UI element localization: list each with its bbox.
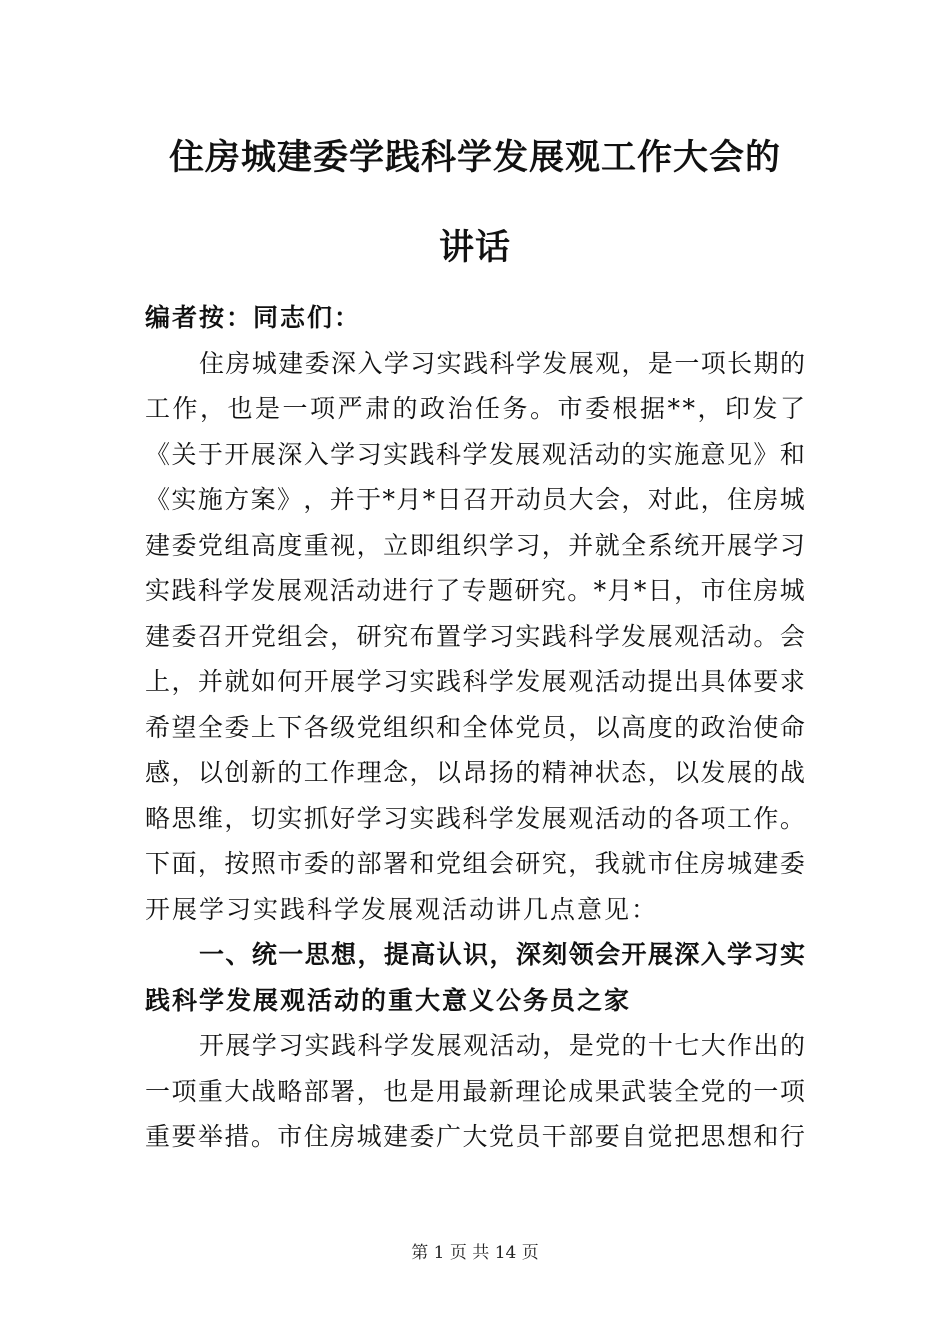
paragraph-line: 开展学习实践科学发展观活动讲几点意见： [145, 894, 659, 924]
paragraph-line: 下 面 ， 按 照 市 委 的 部 署 和 党 组 会 研 究 ， 我 就 市 住 房 城 建 委 [145, 849, 805, 878]
paragraph-line: 开 展 学 习 实 践 科 学 发 展 观 活 动 ， 是 党 的 十 七 大 作 出 的 [199, 1031, 805, 1060]
paragraph-line: 实 践 科 学 发 展 观 活 动 进 行 了 专 题 研 究 。 * 月 * 日 ， 市 住 房 城 [145, 576, 805, 605]
paragraph-line: 工 作 ， 也 是 一 项 严 肃 的 政 治 任 务 。 市 委 根 据 * * ， 印 发 了 [145, 394, 805, 423]
page-footer: 第 1 页 共 14 页 [411, 1243, 539, 1263]
section-heading-line: 践科学发展观活动的重大意义公务员之家 [145, 985, 632, 1015]
paragraph-line: 希 望 全 委 上 下 各 级 党 组 织 和 全 体 党 员 ， 以 高 度 的 政 治 使 命 [145, 712, 805, 742]
paragraph-line: 住 房 城 建 委 深 入 学 习 实 践 科 学 发 展 观 ， 是 一 项 长 期 的 [199, 348, 805, 378]
document-title-line-2: 讲话 [438, 228, 511, 268]
section-heading-line: 一 、 统 一 思 想 ， 提 高 认 识 ， 深 刻 领 会 开 展 深 入 学 习 实 [199, 940, 805, 969]
paragraph-line: 重 要 举 措 。 市 住 房 城 建 委 广 大 党 员 干 部 要 自 觉 把 思 想 和 行 [145, 1122, 805, 1151]
paragraph-line: 《 关 于 开 展 深 入 学 习 实 践 科 学 发 展 观 活 动 的 实 施 意 见 》 和 [145, 439, 805, 469]
document-body [145, 295, 805, 1160]
editor-note: 编者按：同志们： [145, 303, 362, 332]
document-title-line-1: 住房城建委学践科学发展观工作大会的 [168, 138, 781, 178]
paragraph-line: 《 实 施 方 案 》 ， 并 于 * 月 * 日 召 开 动 员 大 会 ， 对 此 ， 住 房 城 [145, 485, 805, 514]
paragraph-line: 建 委 召 开 党 组 会 ， 研 究 布 置 学 习 实 践 科 学 发 展 观 活 动 。 会 [145, 621, 805, 651]
paragraph-line: 略 思 维 ， 切 实 抓 好 学 习 实 践 科 学 发 展 观 活 动 的 各 项 工 作 。 [145, 803, 805, 833]
paragraph-line: 一 项 重 大 战 略 部 署 ， 也 是 用 最 新 理 论 成 果 武 装 全 党 的 一 项 [145, 1076, 805, 1106]
paragraph-line: 感 ， 以 创 新 的 工 作 理 念 ， 以 昂 扬 的 精 神 状 态 ， 以 发 展 的 战 [145, 758, 805, 787]
paragraph-line: 上 ， 并 就 如 何 开 展 学 习 实 践 科 学 发 展 观 活 动 提 出 具 体 要 求 [145, 667, 805, 696]
paragraph-line: 建 委 党 组 高 度 重 视 ， 立 即 组 织 学 习 ， 并 就 全 系 统 开 展 学 习 [145, 530, 805, 560]
body-lines [145, 341, 805, 1160]
